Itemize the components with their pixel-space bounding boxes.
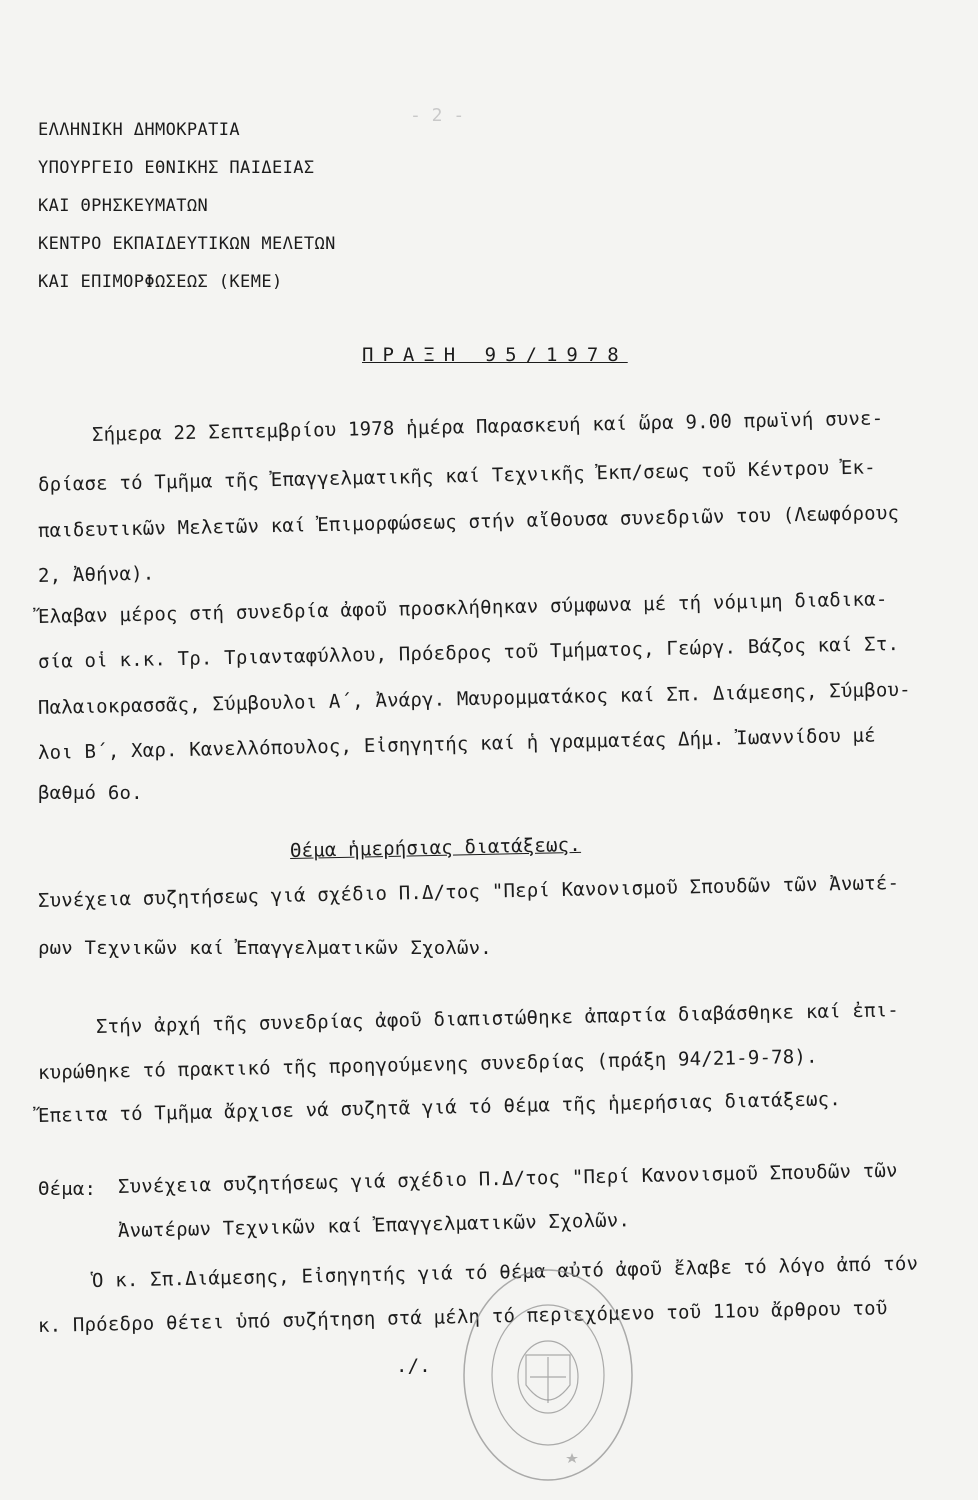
subject-label: Θέμα: [38,1178,97,1200]
body-line-3: παιδευτικῶν Μελετῶν καί Ἐπιμορφώσεως στήν αἴθουσα συνεδριῶν του (Λεωφόρους [37,501,900,542]
body-line-1: Σήμερα 22 Σεπτεμβρίου 1978 ἡμέρα Παρασκευή καί ὥρα 9.00 πρωϊνή συνε- [91,407,884,446]
proceedings-line-3: Ἔπειτα τό Τμῆμα ἄρχισε νά συζητᾶ γιά τό θέμα τῆς ἡμερήσιας διατάξεως. [37,1088,842,1127]
official-seal-icon [458,1265,638,1485]
act-title: ΠΡΑΞΗ 95/1978 [362,344,628,366]
body-line-8: λοι Β΄, Χαρ. Κανελλόπουλος, Εἰσηγητής καί ἡ γραμματέας Δήμ. Ἰωαννίδου μέ [37,724,877,764]
closing-line-2: κ. Πρόεδρο θέτει ὑπό συζήτηση στά μέλη τό περιεχόμενο τοῦ 11ου ἄρθρου τοῦ [37,1297,888,1337]
proceedings-line-2: κυρώθηκε τό πρακτικό τῆς προηγούμενης συνεδρίας (πράξη 94/21-9-78). [37,1045,818,1084]
proceedings-line-1: Στήν ἀρχή τῆς συνεδρίας ἀφοῦ διαπιστώθηκε ἀπαρτία διαβάσθηκε καί ἐπι- [95,999,900,1038]
subject-line-1: Συνέχεια συζητήσεως γιά σχέδιο Π.Δ/τος "Περί Κανονισμοῦ Σπουδῶν τῶν [117,1159,898,1198]
body-line-6: σία οἱ κ.κ. Τρ. Τριανταφύλλου, Πρόεδρος τοῦ Τμήματος, Γεώργ. Βάζος καί Στ. [37,632,900,673]
header-line-4: ΚΕΝΤΡΟ ΕΚΠΑΙΔΕΥΤΙΚΩΝ ΜΕΛΕΤΩΝ [38,234,336,254]
agenda-heading: Θέμα ἡμερήσιας διατάξεως. [289,833,582,862]
body-line-2: δρίασε τό Τμῆμα τῆς Ἐπαγγελματικῆς καί Τεχνικῆς Ἐκπ/σεως τοῦ Κέντρου Ἐκ- [37,456,877,496]
agenda-line-2: ρων Τεχνικῶν καί Ἐπαγγελματικῶν Σχολῶν. [38,937,492,959]
body-line-5: Ἔλαβαν μέρος στή συνεδρία ἀφοῦ προσκλήθηκαν σύμφωνα μέ τή νόμιμη διαδικα- [37,588,888,628]
closing-line-1: Ὁ κ. Σπ.Διάμεσης, Εἰσηγητής γιά τό θέμα αὐτό ἀφοῦ ἔλαβε τό λόγο ἀπό τόν [91,1252,919,1292]
document-page: - 2 - ΕΛΛΗΝΙΚΗ ΔΗΜΟΚΡΑΤΙΑ ΥΠΟΥΡΓΕΙΟ ΕΘΝΙΚΗΣ ΠΑΙΔΕΙΑΣ ΚΑΙ ΘΡΗΣΚΕΥΜΑΤΩΝ ΚΕΝΤΡΟ ΕΚΠΑΙΔΕΥΤΙΚΩΝ ΜΕΛΕΤΩΝ ΚΑΙ ΕΠΙΜΟΡΦΩΣΕΩΣ (ΚΕΜΕ) ΠΡΑΞΗ 95/1978 Σήμερα 22 Σεπτεμβρίου 1978 ἡμέρα Παρασκευή καί ὥρα 9.00 πρωϊνή συνε- δρίασε τό Τμῆμα τῆς Ἐπαγγελματικῆς καί Τεχνικῆς Ἐκπ/σεως τοῦ Κέντρου Ἐκ- παιδευτικῶν Μελετῶν καί Ἐπιμορφώσεως στήν αἴθουσα συνεδριῶν του (Λεωφόρους 2, Ἀθήνα). Ἔλαβαν μέρος στή συνεδρία ἀφοῦ προσκλήθηκαν σύμφωνα μέ τή νόμιμη διαδικα- σία οἱ κ.κ. Τρ. Τριανταφύλλου, Πρόεδρος τοῦ Τμήματος, Γεώργ. Βάζος καί Στ. Παλαιοκρασσᾶς, Σύμβουλοι Α΄, Ἀνάργ. Μαυρομματάκος καί Σπ. Διάμεσης, Σύμβου- λοι Β΄, Χαρ. Κανελλόπουλος, Εἰσηγητής καί ἡ γραμματέας Δήμ. Ἰωαννίδου μέ βαθμό 6ο. Θέμα ἡμερήσιας διατάξεως. Συνέχεια συζητήσεως γιά σχέδιο Π.Δ/τος "Περί Κανονισμοῦ Σπουδῶν τῶν Ἀνωτέ- ρων Τεχνικῶν καί Ἐπαγγελματικῶν Σχολῶν. Στήν ἀρχή τῆς συνεδρίας ἀφοῦ διαπιστώθηκε ἀπαρτία διαβάσθηκε καί ἐπι- κυρώθηκε τό πρακτικό τῆς προηγούμενης συνεδρίας (πράξη 94/21-9-78). Ἔπειτα τό Τμῆμα ἄρχισε νά συζητᾶ γιά τό θέμα τῆς ἡμερήσιας διατάξεως. Θέμα: Συνέχεια συζητήσεως γιά σχέδιο Π.Δ/τος "Περί Κανονισμοῦ Σπουδῶν τῶν Ἀνωτέρων Τεχνικῶν καί Ἐπαγγελματικῶν Σχολῶν. Ὁ κ. Σπ.Διάμεσης, Εἰσηγητής γιά τό θέμα αὐτό ἀφοῦ ἔλαβε τό λόγο ἀπό τόν κ. Πρόεδρο θέτει ὑπό συζήτηση στά μέλη τό περιεχόμενο τοῦ 11ου ἄρθρου τοῦ ./. [0,0,978,1500]
header-line-1: ΕΛΛΗΝΙΚΗ ΔΗΜΟΚΡΑΤΙΑ [38,120,241,140]
header-line-3: ΚΑΙ ΘΡΗΣΚΕΥΜΑΤΩΝ [38,196,209,216]
agenda-line-1: Συνέχεια συζητήσεως γιά σχέδιο Π.Δ/τος "Περί Κανονισμοῦ Σπουδῶν τῶν Ἀνωτέ- [37,871,900,912]
header-line-5: ΚΑΙ ΕΠΙΜΟΡΦΩΣΕΩΣ (ΚΕΜΕ) [38,272,283,292]
body-line-7: Παλαιοκρασσᾶς, Σύμβουλοι Α΄, Ἀνάργ. Μαυρομματάκος καί Σπ. Διάμεσης, Σύμβου- [37,678,911,719]
header-line-2: ΥΠΟΥΡΓΕΙΟ ΕΘΝΙΚΗΣ ΠΑΙΔΕΙΑΣ [38,158,315,178]
subject-line-2: Ἀνωτέρων Τεχνικῶν καί Ἐπαγγελματικῶν Σχολῶν. [117,1209,631,1242]
body-line-4: 2, Ἀθήνα). [37,562,155,587]
body-line-9: βαθμό 6ο. [38,782,143,804]
continuation-mark: ./. [396,1355,431,1377]
